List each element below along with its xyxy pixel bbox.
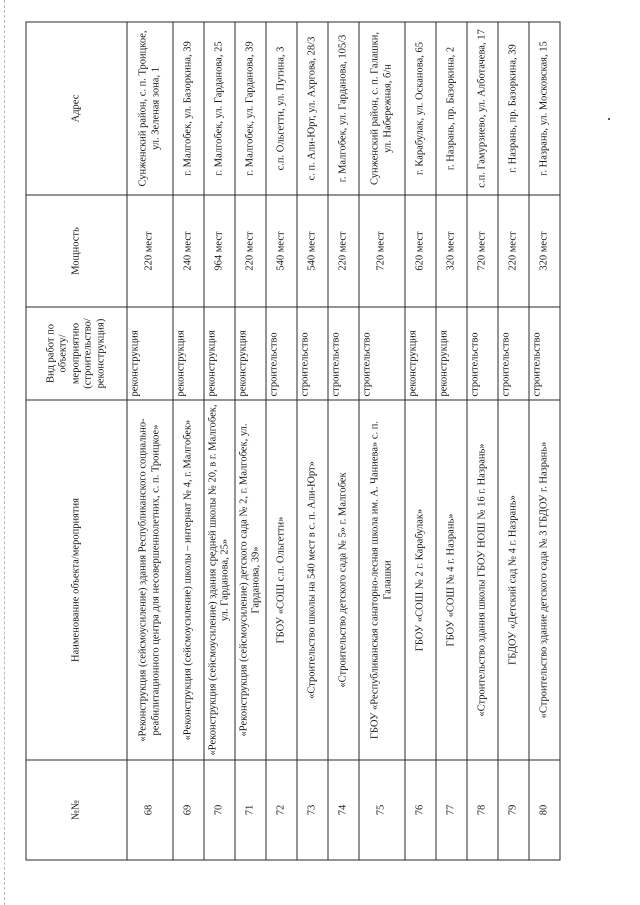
cell-num: 80 [529,760,560,860]
cell-name: ГБОУ «СОШ № 2 г. Карабулак» [405,400,436,760]
cell-work-type: реконструкция [436,307,467,400]
table-row [297,22,328,860]
cell-address: с.п. Гамурзиево, ул. Алботачева, 17 [467,22,498,195]
cell-address: Сунженский район, с. п. Троицкое, ул. Зеленая зона, 1 [127,22,173,195]
cell-capacity: 620 мест [405,195,436,307]
cell-address: г. Назрань, пр. Базоркина, 2 [436,22,467,195]
cell-capacity: 540 мест [297,195,328,307]
cell-capacity: 220 мест [498,195,529,307]
cell-num: 68 [127,760,173,860]
cell-capacity: 220 мест [328,195,359,307]
cell-address: г. Карабулак, ул. Осканова, 65 [405,22,436,195]
cell-address: с.п. Ольгетти, ул. Путина, 3 [266,22,297,195]
cell-address: г. Малгобек, ул. Гарданова, 39 [235,22,266,195]
header-work-type: Вид работ по объекту/ мероприятию (строительство/ реконструкция) [26,307,127,400]
cell-work-type: реконструкция [235,307,266,400]
cell-capacity: 220 мест [235,195,266,307]
cell-capacity: 220 мест [127,195,173,307]
scan-speck [608,118,610,120]
table-row [127,22,173,860]
cell-address: г. Малгобек, ул. Базоркина, 39 [173,22,204,195]
cell-work-type: реконструкция [204,307,235,400]
cell-work-type: строительство [467,307,498,400]
table-row [405,22,436,860]
cell-address: г. Назрань, ул. Московская, 15 [529,22,560,195]
cell-num: 74 [328,760,359,860]
cell-work-type: строительство [498,307,529,400]
scan-edge-line [4,0,5,905]
cell-name: ГБОУ «СОШ № 4 г. Назрань» [436,400,467,760]
table-body [127,22,560,860]
cell-name: ГБОУ «Республиканская санаторно-лесная школа им. А. Чаниева» с. п. Галашки [359,400,405,760]
cell-name: «Строительство школы на 540 мест в с. п. Али-Юрт» [297,400,328,760]
cell-name: «Реконструкция (сейсмоусиление) здания средней школы № 20, в г. Малгобек, ул. Гарданова, 25» [204,400,235,760]
cell-address: г. Назрань, пр. Базоркина, 39 [498,22,529,195]
cell-capacity: 240 мест [173,195,204,307]
table-row [173,22,204,860]
cell-num: 79 [498,760,529,860]
cell-num: 75 [359,760,405,860]
cell-work-type: строительство [266,307,297,400]
cell-address: Сунженский район, с. п. Галашки, ул. Набережная, б/н [359,22,405,195]
cell-capacity: 720 мест [359,195,405,307]
cell-address: г. Малгобек, ул. Гарданова, 105/3 [328,22,359,195]
cell-capacity: 540 мест [266,195,297,307]
table-row [328,22,359,860]
cell-name: «Строительство здание детского сада № 3 ГБДОУ г. Назрань» [529,400,560,760]
cell-name: «Реконструкция (сейсмоусиление) детского сада № 2, г. Малгобек, ул. Гарданова, 39» [235,400,266,760]
table-row [498,22,529,860]
cell-num: 78 [467,760,498,860]
cell-name: «Строительство здания школы ГБОУ НОШ № 16 г. Назрань» [467,400,498,760]
cell-num: 77 [436,760,467,860]
header-num: №№ [26,760,127,860]
cell-capacity: 320 мест [529,195,560,307]
cell-num: 71 [235,760,266,860]
cell-name: «Реконструкция (сейсмоусиление) здания Республиканского социально-реабилитационного центра для несовершеннолетних, с. п. Троицкое» [127,400,173,760]
table-row [266,22,297,860]
cell-work-type: строительство [328,307,359,400]
cell-work-type: строительство [359,307,405,400]
table-row [235,22,266,860]
table-row [436,22,467,860]
cell-num: 73 [297,760,328,860]
cell-num: 72 [266,760,297,860]
table-row [529,22,560,860]
cell-capacity: 964 мест [204,195,235,307]
table-row [204,22,235,860]
cell-work-type: реконструкция [405,307,436,400]
rotated-table-container [26,23,550,861]
header-name: Наименование объекта/мероприятия [26,400,127,760]
cell-name: ГБДОУ «Детский сад № 4 г. Назрань» [498,400,529,760]
cell-num: 76 [405,760,436,860]
cell-work-type: реконструкция [127,307,173,400]
cell-name: «Строительство детского сада № 5» г. Малгобек [328,400,359,760]
cell-num: 69 [173,760,204,860]
cell-capacity: 720 мест [467,195,498,307]
cell-num: 70 [204,760,235,860]
cell-name: ГБОУ «СОШ с.п. Ольгетти» [266,400,297,760]
cell-work-type: строительство [529,307,560,400]
cell-work-type: строительство [297,307,328,400]
cell-capacity: 320 мест [436,195,467,307]
cell-work-type: реконструкция [173,307,204,400]
cell-address: г. Малгобек, ул. Гарданова, 25 [204,22,235,195]
cell-name: «Реконструкция (сейсмоусиление) школы – интернат № 4, г. Малгобек» [173,400,204,760]
table-row [359,22,405,860]
cell-address: с. п. Али-Юрт, ул. Ахргова, 28/3 [297,22,328,195]
header-capacity: Мощность [26,195,127,307]
table-row [467,22,498,860]
header-address: Адрес [26,22,127,195]
table-header-row [26,22,127,860]
objects-table [26,22,561,861]
